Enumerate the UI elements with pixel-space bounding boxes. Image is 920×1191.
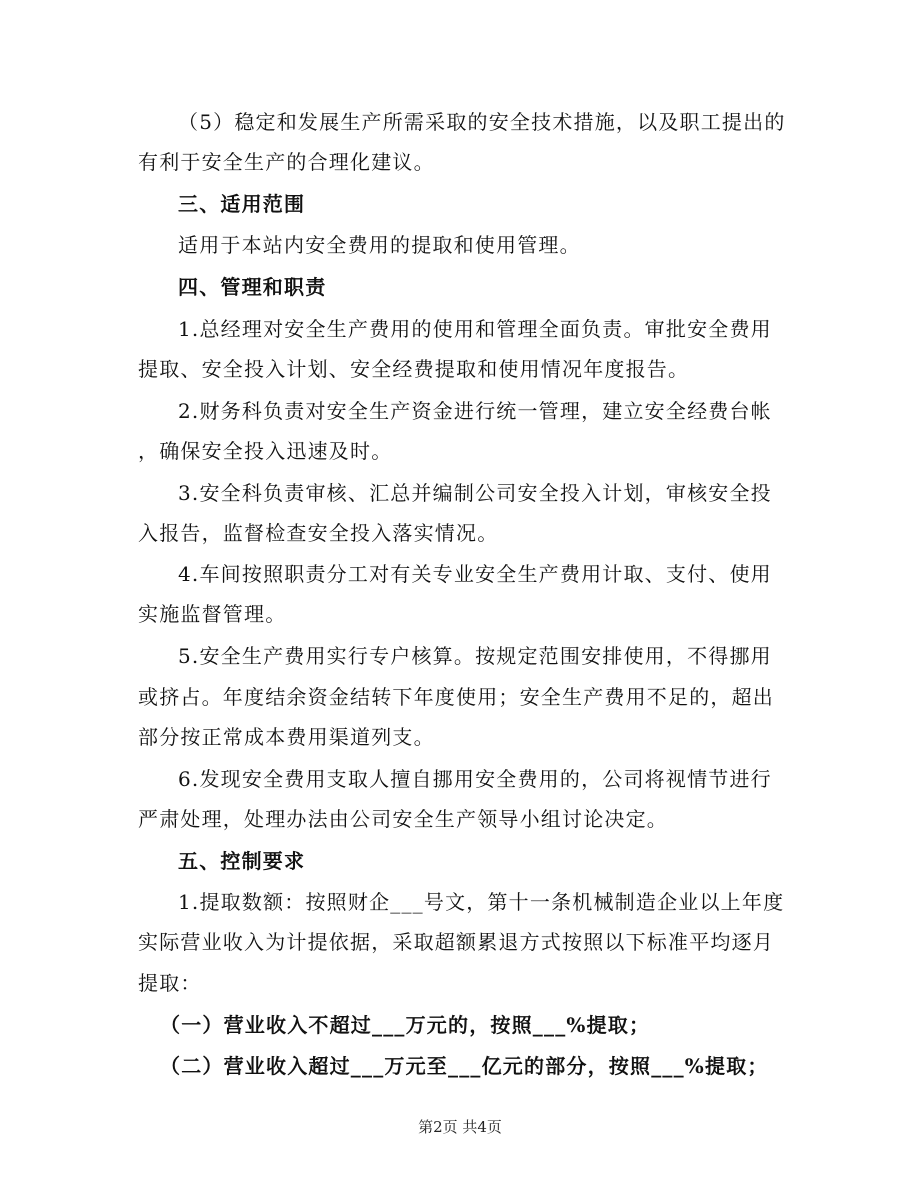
paragraph-line: 1.总经理对安全生产费用的使用和管理全面负责。审批安全费用 (178, 317, 772, 341)
section-heading: 三、适用范围 (178, 192, 306, 216)
paragraph-line: 严肃处理，处理办法由公司安全生产领导小组讨论决定。 (138, 807, 668, 831)
section-heading: 四、管理和职责 (178, 275, 327, 299)
paragraph-line: 3.安全科负责审核、汇总并编制公司安全投入计划，审核安全投 (178, 481, 772, 505)
paragraph-line: 实际营业收入为计提依据，采取超额累退方式按照以下标准平均逐月 (138, 930, 774, 954)
paragraph-line: 提取、安全投入计划、安全经费提取和使用情况年度报告。 (138, 357, 690, 381)
paragraph-line: 6.发现安全费用支取人擅自挪用安全费用的，公司将视情节进行 (178, 767, 772, 791)
paragraph-line: 有利于安全生产的合理化建议。 (138, 150, 435, 174)
list-item: （二）营业收入超过___万元至___亿元的部分，按照___%提取； (160, 1054, 769, 1078)
paragraph-line: 4.车间按照职责分工对有关专业安全生产费用计取、支付、使用 (178, 562, 772, 586)
paragraph-line: 2.财务科负责对安全生产资金进行统一管理，建立安全经费台帐 (178, 399, 772, 423)
paragraph-line: 1.提取数额：按照财企___号文，第十一条机械制造企业以上年度 (178, 890, 785, 914)
paragraph-line: 实施监督管理。 (138, 602, 287, 626)
paragraph-line: 或挤占。年度结余资金结转下年度使用；安全生产费用不足的，超出 (138, 685, 774, 709)
paragraph-line: ，确保安全投入迅速及时。 (138, 439, 393, 463)
section-heading: 五、控制要求 (178, 849, 306, 873)
paragraph-line: 部分按正常成本费用渠道列支。 (138, 725, 435, 749)
list-item: （一）营业收入不超过___万元的，按照___%提取； (160, 1013, 651, 1037)
paragraph-line: 适用于本站内安全费用的提取和使用管理。 (178, 233, 581, 257)
paragraph-line: （5）稳定和发展生产所需采取的安全技术措施，以及职工提出的 (178, 110, 786, 134)
paragraph-line: 入报告，监督检查安全投入落实情况。 (138, 521, 499, 545)
paragraph-line: 提取： (138, 971, 202, 995)
paragraph-line: 5.安全生产费用实行专户核算。按规定范围安排使用，不得挪用 (178, 644, 772, 668)
page-number: 第2页 共4页 (418, 1118, 502, 1136)
